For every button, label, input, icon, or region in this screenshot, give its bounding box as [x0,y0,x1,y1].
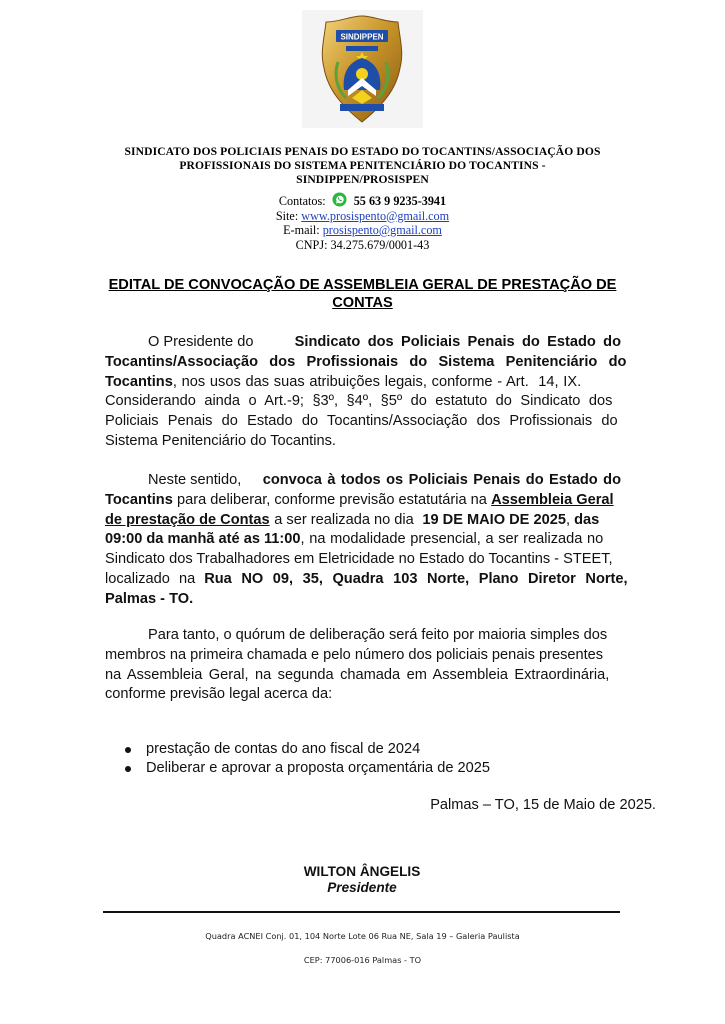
text-line [105,432,621,452]
sindippen-logo [302,10,423,128]
org-title-line: SINDICATO DOS POLICIAIS PENAIS DO ESTADO DO TOCANTINS/ASSOCIAÇÃO DOS [124,145,601,158]
text-line [105,685,621,705]
org-title-line: PROFISSIONAIS DO SISTEMA PENITENCIÁRIO DO TOCANTINS - [179,159,546,172]
site-label: Site: [275,208,299,223]
text-span: Sindicato dos Policiais Penais do Estado do [294,334,621,350]
contacts-label: Contatos: [278,194,326,208]
signature-block [262,864,462,896]
footer-address: Quadra ACNEI Conj. 01, 104 Norte Lote 06 Rua NE, Sala 19 – Galeria Paulista [205,931,520,941]
text-span: das [574,511,600,528]
text-line [105,626,621,646]
paragraph-convocation [105,471,628,610]
document-title-line: CONTAS [332,295,393,311]
assembly-name-emphasis: de prestação de Contas [105,511,270,528]
text-span: O Presidente do [148,334,254,350]
email-row [160,223,565,238]
text-span: membros na primeira chamada e pelo número dos policiais penais presentes [105,646,604,663]
contact-block [160,192,565,252]
org-title-line: SINDIPPEN/PROSISPEN [296,173,429,186]
email-link[interactable]: prosispento@gmail.com [322,223,442,237]
agenda-item-text: Deliberar e aprovar a proposta orçamentária de 2025 [146,760,490,776]
bullet-icon [125,766,131,772]
text-span: localizado na [105,570,196,587]
text-line [105,511,621,531]
agenda-item [123,740,543,759]
text-span: , nos usos das suas atribuições legais, conforme - Art. 14, IX. [172,373,582,390]
footer-divider [103,911,620,913]
text-line [105,590,621,610]
text-span: , na modalidade presencial, a ser realizada no [300,531,604,548]
text-line [105,646,621,666]
organization-title [95,145,630,187]
text-line [105,333,621,353]
agenda-list [123,740,543,778]
meeting-city: Palmas - TO. [105,590,194,607]
text-span: convoca à todos os Policiais Penais do Estado do [262,472,621,488]
meeting-date: 19 DE MAIO DE 2025 [422,511,566,528]
text-line [105,491,621,511]
shield-emblem-icon [302,10,423,128]
text-span: Sistema Penitenciário do Tocantins. [105,432,336,449]
place-date: Palmas – TO, 15 de Maio de 2025. [430,797,656,813]
document-title [100,276,625,312]
site-link[interactable]: www.prosispento@gmail.com [301,208,450,223]
text-span: , das [565,511,600,528]
document-title-line: EDITAL DE CONVOCAÇÃO DE ASSEMBLEIA GERAL DE PRESTAÇÃO DE [108,277,617,293]
text-line [105,412,621,432]
agenda-item [123,759,543,778]
text-span: para deliberar, conforme previsão estatutária na [177,491,487,508]
signatory-role: Presidente [327,880,397,895]
text-line [105,550,621,570]
footer-cep: CEP: 77006-016 Palmas - TO [303,955,422,965]
text-span: Neste sentido, [148,472,242,488]
cnpj: CNPJ: 34.275.679/0001-43 [295,237,430,252]
paragraph-intro [105,333,627,452]
text-span: na Assembleia Geral, na segunda chamada em Assembleia Extraordinária, [105,666,610,683]
text-line [105,392,621,412]
meeting-time: 09:00 da manhã até as 11:00 [105,531,301,548]
assembly-name-emphasis: Assembleia Geral [491,491,614,508]
text-line [105,666,621,686]
meeting-address: Rua NO 09, 35, Quadra 103 Norte, Plano Diretor Norte, [204,570,628,587]
text-span: Tocantins [105,491,173,508]
paragraph-quorum [105,626,621,705]
text-span: Considerando ainda o Art.-9; §3º, §4º, §5º do estatuto do Sindicato dos [105,393,613,410]
whatsapp-icon [332,192,347,207]
text-span: Para tanto, o quórum de deliberação será feito por maioria simples dos [148,627,608,643]
text-span: Policiais Penais do Estado do Tocantins/Associação dos Profissionais do [105,413,618,430]
text-span: conforme previsão legal acerca da: [105,686,333,703]
text-span: Tocantins/Associação dos Profissionais do Sistema Penitenciário do [105,353,627,370]
email-label: E-mail: [283,223,320,237]
logo-banner-text: SINDIPPEN [340,32,384,42]
bullet-icon [125,747,131,753]
text-line [105,570,628,590]
contacts-row [160,192,565,209]
text-span: Sindicato dos Trabalhadores em Eletricidade no Estado do Tocantins - STEET, [105,551,613,568]
text-span: a ser realizada no dia [274,511,414,528]
text-line [105,530,621,550]
text-line [105,471,621,491]
agenda-item-text: prestação de contas do ano fiscal de 2024 [146,741,421,757]
site-row [160,209,565,224]
text-span: Tocantins [105,373,173,390]
signatory-name: WILTON ÂNGELIS [303,864,421,879]
text-line [105,353,627,373]
text-line [105,373,621,393]
phone-number: 55 63 9 9235-3941 [353,194,447,208]
